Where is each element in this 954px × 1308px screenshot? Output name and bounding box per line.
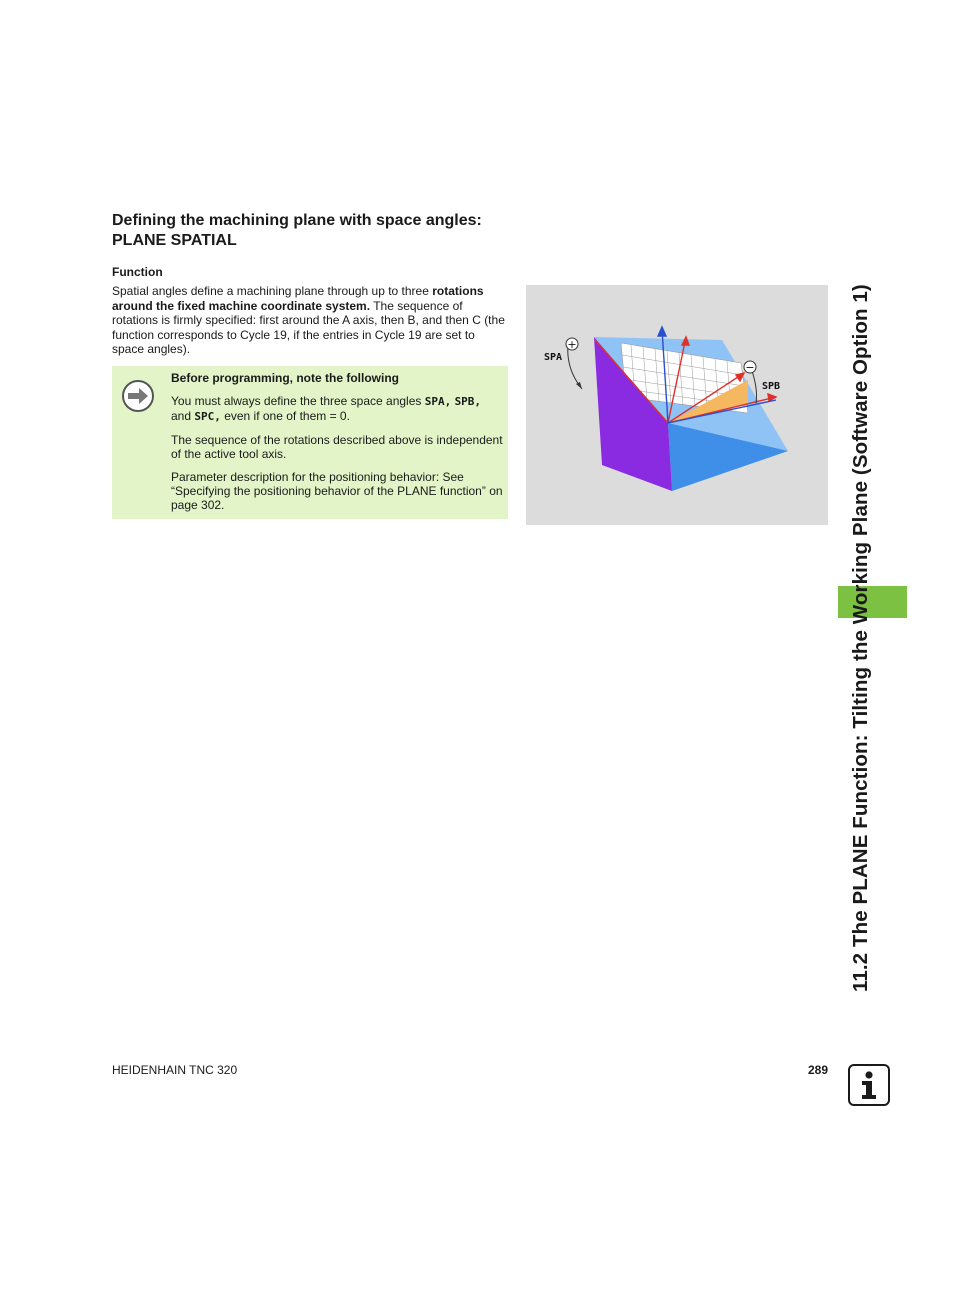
- note-p1-end: even if one of them = 0.: [220, 409, 350, 424]
- space-angles-figure: [526, 285, 828, 525]
- code-spa: SPA,: [424, 395, 452, 409]
- note-box: [112, 366, 508, 519]
- note-paragraph-3: Parameter description for the positioning behavior: See “Specifying the positioning behavior of the PLANE function” on page 302.: [171, 470, 503, 513]
- note-paragraph-2: The sequence of the rotations described above is independent of the active tool axis.: [171, 433, 503, 462]
- intro-text-1: Spatial angles define a machining plane through up to three: [112, 284, 433, 298]
- function-subheading: Function: [112, 265, 163, 279]
- note-body: [171, 371, 503, 521]
- label-spa: SPA: [544, 352, 563, 363]
- arrow-right-icon: [121, 379, 155, 413]
- section-heading-line2: PLANE SPATIAL: [112, 232, 237, 249]
- info-icon: [848, 1064, 890, 1106]
- section-heading-line1: Defining the machining plane with space angles:: [112, 212, 482, 229]
- intro-text-2: The sequence of rotations is firmly specified: first around the A axis, then B, and then C (the function corresponds to Cycle 19, if the entries in Cycle 19 are set to space angles).: [112, 298, 505, 356]
- note-p1-text: You must always define the three space angles: [171, 394, 425, 409]
- section-heading: [112, 211, 532, 251]
- code-spc: SPC,: [194, 410, 221, 424]
- intro-paragraph: [112, 284, 508, 357]
- code-spb: SPB,: [454, 395, 482, 409]
- space-angles-diagram: [526, 285, 828, 525]
- plus-sign: +: [567, 338, 577, 351]
- intro-bold: rotations around the fixed machine coordinate system.: [112, 284, 484, 313]
- label-spb: SPB: [762, 381, 781, 392]
- footer-manual-name: HEIDENHAIN TNC 320: [112, 1063, 238, 1077]
- chapter-side-title: 11.2 The PLANE Function: Tilting the Working Plane (Software Option 1): [849, 284, 872, 992]
- minus-sign: −: [745, 361, 755, 374]
- info-glyph: [850, 1066, 888, 1104]
- note-paragraph-1: [171, 394, 503, 424]
- note-title: Before programming, note the following: [171, 371, 399, 385]
- page-number: 289: [808, 1063, 829, 1077]
- note-p1-and: and: [171, 409, 195, 424]
